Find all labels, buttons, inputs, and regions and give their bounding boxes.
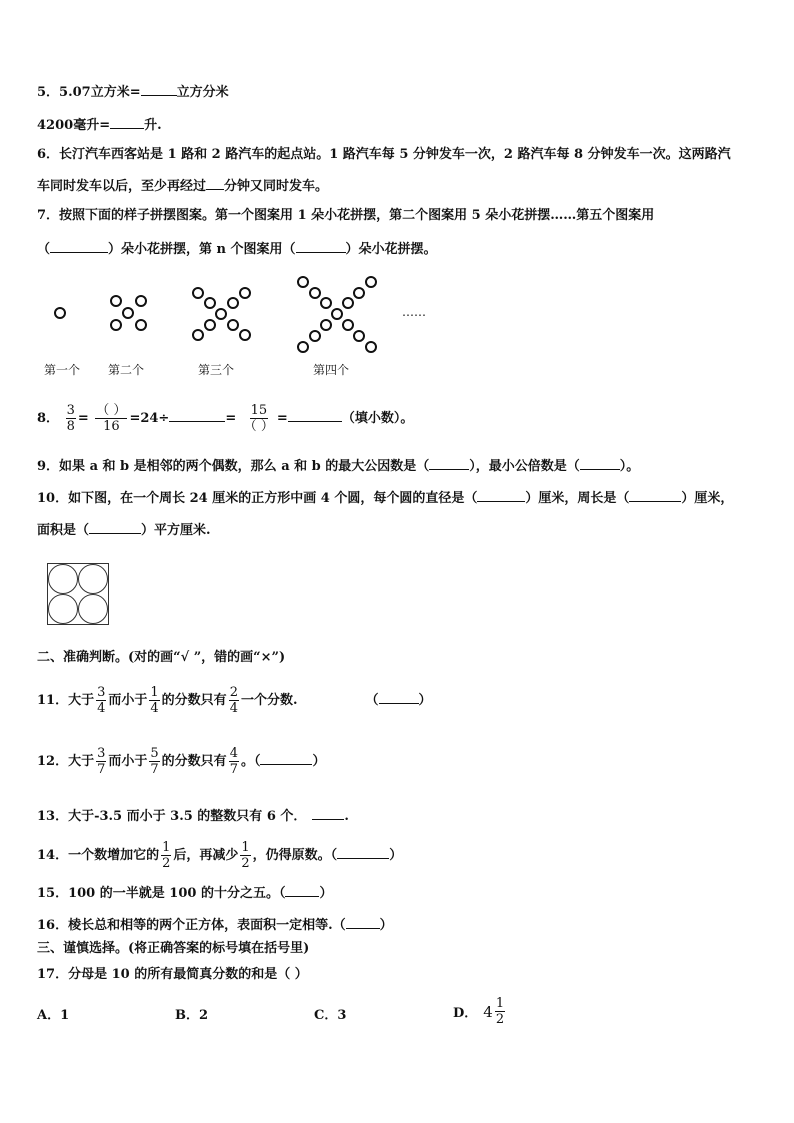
- square-with-four-circles-figure: [47, 563, 109, 625]
- answer-blank[interactable]: [50, 239, 108, 253]
- question-13: 13．大于-3.5 而小于 3.5 的整数只有 6 个． .: [37, 806, 349, 826]
- fraction: $\frac{5}{7}$: [150, 746, 159, 777]
- answer-blank[interactable]: [206, 176, 224, 190]
- question-16: 16．棱长总和相等的两个正方体，表面积一定相等.（ ）: [37, 915, 393, 935]
- fraction: $\frac{2}{4}$: [229, 685, 238, 716]
- flower-pattern-1-circle: [55, 308, 65, 318]
- pattern-caption-3: 第三个: [198, 363, 235, 377]
- answer-blank[interactable]: [141, 82, 177, 96]
- pattern-caption-2: 第二个: [108, 363, 145, 377]
- section-2-heading: 二、准确判断。(对的画“√ ”，错的画“×”): [37, 650, 286, 665]
- answer-blank[interactable]: [288, 408, 342, 422]
- pattern-ellipsis: ……: [402, 305, 426, 319]
- question-9: 9．如果 a 和 b 是相邻的两个偶数，那么 a 和 b 的最大公因数是（ ），最小公倍数是（ ）。: [37, 456, 639, 476]
- answer-blank[interactable]: [169, 408, 225, 422]
- answer-blank[interactable]: [629, 488, 681, 502]
- answer-blank[interactable]: [337, 845, 389, 859]
- question-7-line-1: 7．按照下面的样子拼摆图案。第一个图案用 1 朵小花拼摆，第二个图案用 5 朵小花拼摆……第五个图案用: [37, 208, 655, 223]
- fraction: $\frac{3}{8}$: [66, 403, 75, 434]
- question-5-line-1: 5．5.07立方米= 立方分米: [37, 82, 229, 102]
- answer-blank[interactable]: [312, 806, 344, 820]
- question-7-line-2: （ ）朵小花拼摆，第 n 个图案用（ ）朵小花拼摆。: [37, 239, 437, 259]
- option-d[interactable]: D． 4 $\frac{1}{2}$: [453, 996, 507, 1027]
- answer-blank[interactable]: [89, 520, 141, 534]
- answer-blank[interactable]: [429, 456, 469, 470]
- fraction: $\frac{1}{2}$: [241, 840, 250, 871]
- question-8: 8． $\frac{3}{8}$ = $\frac{( )}{16}$ =24÷ = $\frac{15}{( )}$ = （填小数）。: [37, 403, 414, 434]
- question-12: 12．大于 $\frac{3}{7}$ 而小于 $\frac{5}{7}$ 的分数只有 $\frac{4}{7}$ 。（ ）: [37, 746, 326, 777]
- flower-pattern-figures: [0, 270, 794, 370]
- mixed-number: 4 $\frac{1}{2}$: [483, 996, 505, 1027]
- question-11: 11．大于 $\frac{3}{4}$ 而小于 $\frac{1}{4}$ 的分数只有 $\frac{2}{4}$ 一个分数. （ ）: [37, 685, 432, 716]
- answer-blank[interactable]: [260, 751, 312, 765]
- answer-blank[interactable]: [379, 690, 419, 704]
- answer-blank[interactable]: [580, 456, 620, 470]
- answer-blank[interactable]: [110, 115, 144, 129]
- option-c[interactable]: C．3: [314, 1008, 347, 1023]
- question-14: 14．一个数增加它的 $\frac{1}{2}$ 后，再减少 $\frac{1}{2}$ ，仍得原数。（ ）: [37, 840, 403, 871]
- answer-blank[interactable]: [346, 915, 380, 929]
- section-3-heading: 三、谨慎选择。(将正确答案的标号填在括号里): [37, 941, 310, 956]
- fraction: $\frac{3}{4}$: [97, 685, 106, 716]
- pattern-caption-4: 第四个: [313, 363, 350, 377]
- answer-blank[interactable]: [296, 239, 346, 253]
- answer-blank[interactable]: [285, 883, 319, 897]
- question-17-stem: 17．分母是 10 的所有最简真分数的和是（ ）: [37, 967, 308, 982]
- fraction: $\frac{1}{2}$: [162, 840, 171, 871]
- question-15: 15．100 的一半就是 100 的十分之五。（ ）: [37, 883, 332, 903]
- fraction: $\frac{1}{4}$: [150, 685, 159, 716]
- fraction: $\frac{15}{( )}$: [243, 403, 274, 434]
- fraction: $\frac{4}{7}$: [229, 746, 238, 777]
- fraction: $\frac{3}{7}$: [97, 746, 106, 777]
- fraction: $\frac{( )}{16}$: [96, 403, 127, 434]
- option-b[interactable]: B．2: [175, 1008, 209, 1023]
- option-a[interactable]: A．1: [37, 1008, 70, 1023]
- question-10-line-1: 10．如下图，在一个周长 24 厘米的正方形中画 4 个圆，每个圆的直径是（ ）厘米，周长是（ ）厘米，: [37, 488, 733, 508]
- fraction: $\frac{1}{2}$: [495, 996, 505, 1027]
- pattern-caption-1: 第一个: [44, 363, 81, 377]
- question-10-line-2: 面积是（ ）平方厘米.: [37, 520, 211, 540]
- answer-blank[interactable]: [477, 488, 525, 502]
- question-6-line-2: 车同时发车以后，至少再经过 分钟又同时发车。: [37, 176, 328, 196]
- question-5-line-2: 4200毫升= 升.: [37, 115, 162, 135]
- question-6-line-1: 6．长汀汽车西客站是 1 路和 2 路汽车的起点站。1 路汽车每 5 分钟发车一次，2 路汽车每 8 分钟发车一次。这两路汽: [37, 147, 731, 162]
